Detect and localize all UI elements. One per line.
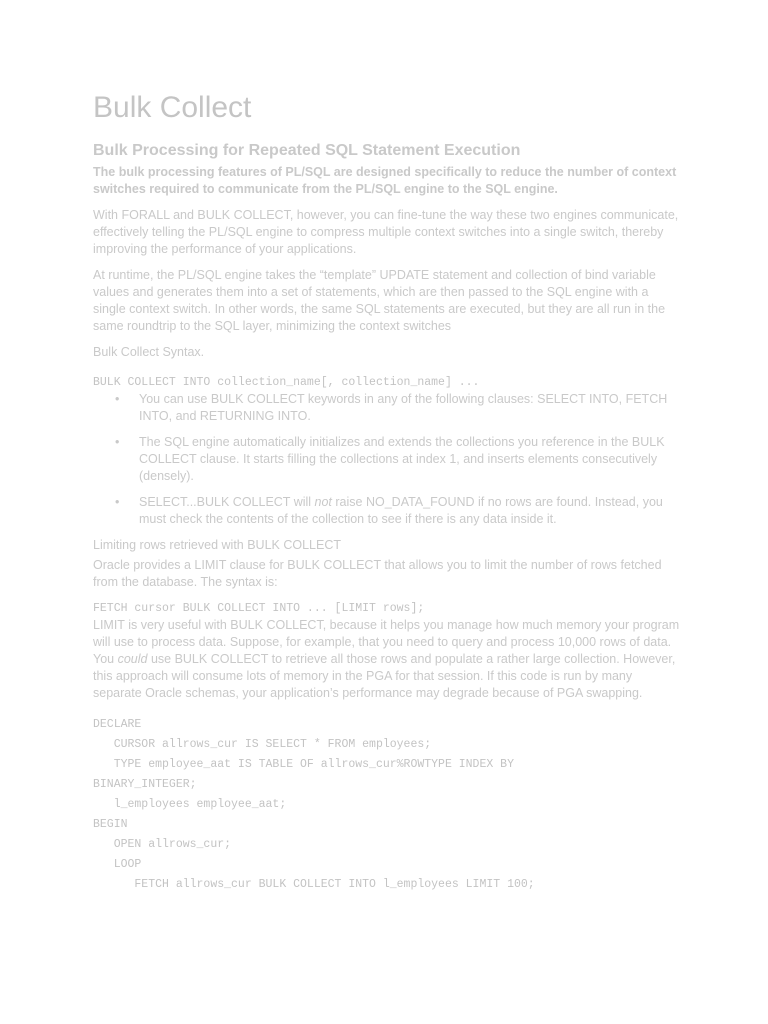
limit-usage-paragraph [93,617,683,702]
code-line: FETCH allrows_cur BULK COLLECT INTO l_employees LIMIT 100; [93,878,535,891]
list-item-text: The SQL engine automatically initializes and extends the collections you reference in the BULK COLLECT clause. It starts filling the collections at index 1, and inserts elements consecutively (densely). [139,435,665,483]
bullet-icon: • [115,392,120,406]
page-title: Bulk Collect [93,91,252,124]
list-item-emphasis: not [314,495,332,509]
limit-usage-before: LIMIT is very useful with BULK COLLECT, because it helps you manage how much memory your program will use to process data. Suppose, for example, that you need to query and process 10,000 rows of data. You [93,618,680,666]
document-body [93,90,683,895]
runtime-paragraph: At runtime, the PL/SQL engine takes the “template” UPDATE statement and collection of bind variable values and generates them into a set of statements, which are then passed to the SQL engine with a single context switch. In other words, the same SQL statements are executed, but they are all run in the same roundtrip to the SQL layer, minimizing the context switches [93,268,666,333]
list-item [93,434,683,485]
syntax-code: BULK COLLECT INTO collection_name[, collection_name] ... [93,376,480,389]
code-line: l_employees employee_aat; [93,798,287,811]
code-line: BEGIN [93,818,128,831]
limit-usage-after: use BULK COLLECT to retrieve all those rows and populate a rather large collection. However, this approach will consume lots of memory in the PGA for that session. If this code is run by many separate Oracle schemas, your application’s performance may degrade because of PGA swapping. [93,652,676,700]
limit-paragraph: Oracle provides a LIMIT clause for BULK COLLECT that allows you to limit the number of rows fetched from the database. The syntax is: [93,558,662,589]
code-line: CURSOR allrows_cur IS SELECT * FROM employees; [93,738,432,751]
bullet-icon: • [115,495,120,509]
code-line: LOOP [93,858,142,871]
bullet-icon: • [115,435,120,449]
code-line: OPEN allrows_cur; [93,838,232,851]
limit-code: FETCH cursor BULK COLLECT INTO ... [LIMIT rows]; [93,602,425,615]
list-item-text-after: raise NO_DATA_FOUND if no rows are found. Instead, you must check the contents of the collection to see if there is any data inside it. [139,495,663,526]
list-item-text: You can use BULK COLLECT keywords in any of the following clauses: SELECT INTO, FETCH INTO, and RETURNING INTO. [139,392,668,423]
code-line: BINARY_INTEGER; [93,778,197,791]
limit-usage-emphasis: could [117,652,148,666]
code-line: TYPE employee_aat IS TABLE OF allrows_cur%ROWTYPE INDEX BY [93,758,514,771]
list-item-text-before: SELECT...BULK COLLECT will [139,495,315,509]
intro-paragraph: The bulk processing features of PL/SQL are designed specifically to reduce the number of context switches required to communicate from the PL/SQL engine to the SQL engine. [93,165,677,196]
syntax-heading: Bulk Collect Syntax. [93,345,205,359]
limit-heading: Limiting rows retrieved with BULK COLLECT [93,538,341,552]
list-item [93,494,683,528]
forall-paragraph: With FORALL and BULK COLLECT, however, you can fine-tune the way these two engines communicate, effectively telling the PL/SQL engine to compress multiple context switches into a single switch, thereby improving the performance of your applications. [93,208,679,256]
section-subtitle: Bulk Processing for Repeated SQL Statement Execution [93,142,521,159]
list-item [93,391,683,425]
bullet-list [93,391,683,528]
declare-code-block [93,715,683,895]
code-line: DECLARE [93,718,142,731]
